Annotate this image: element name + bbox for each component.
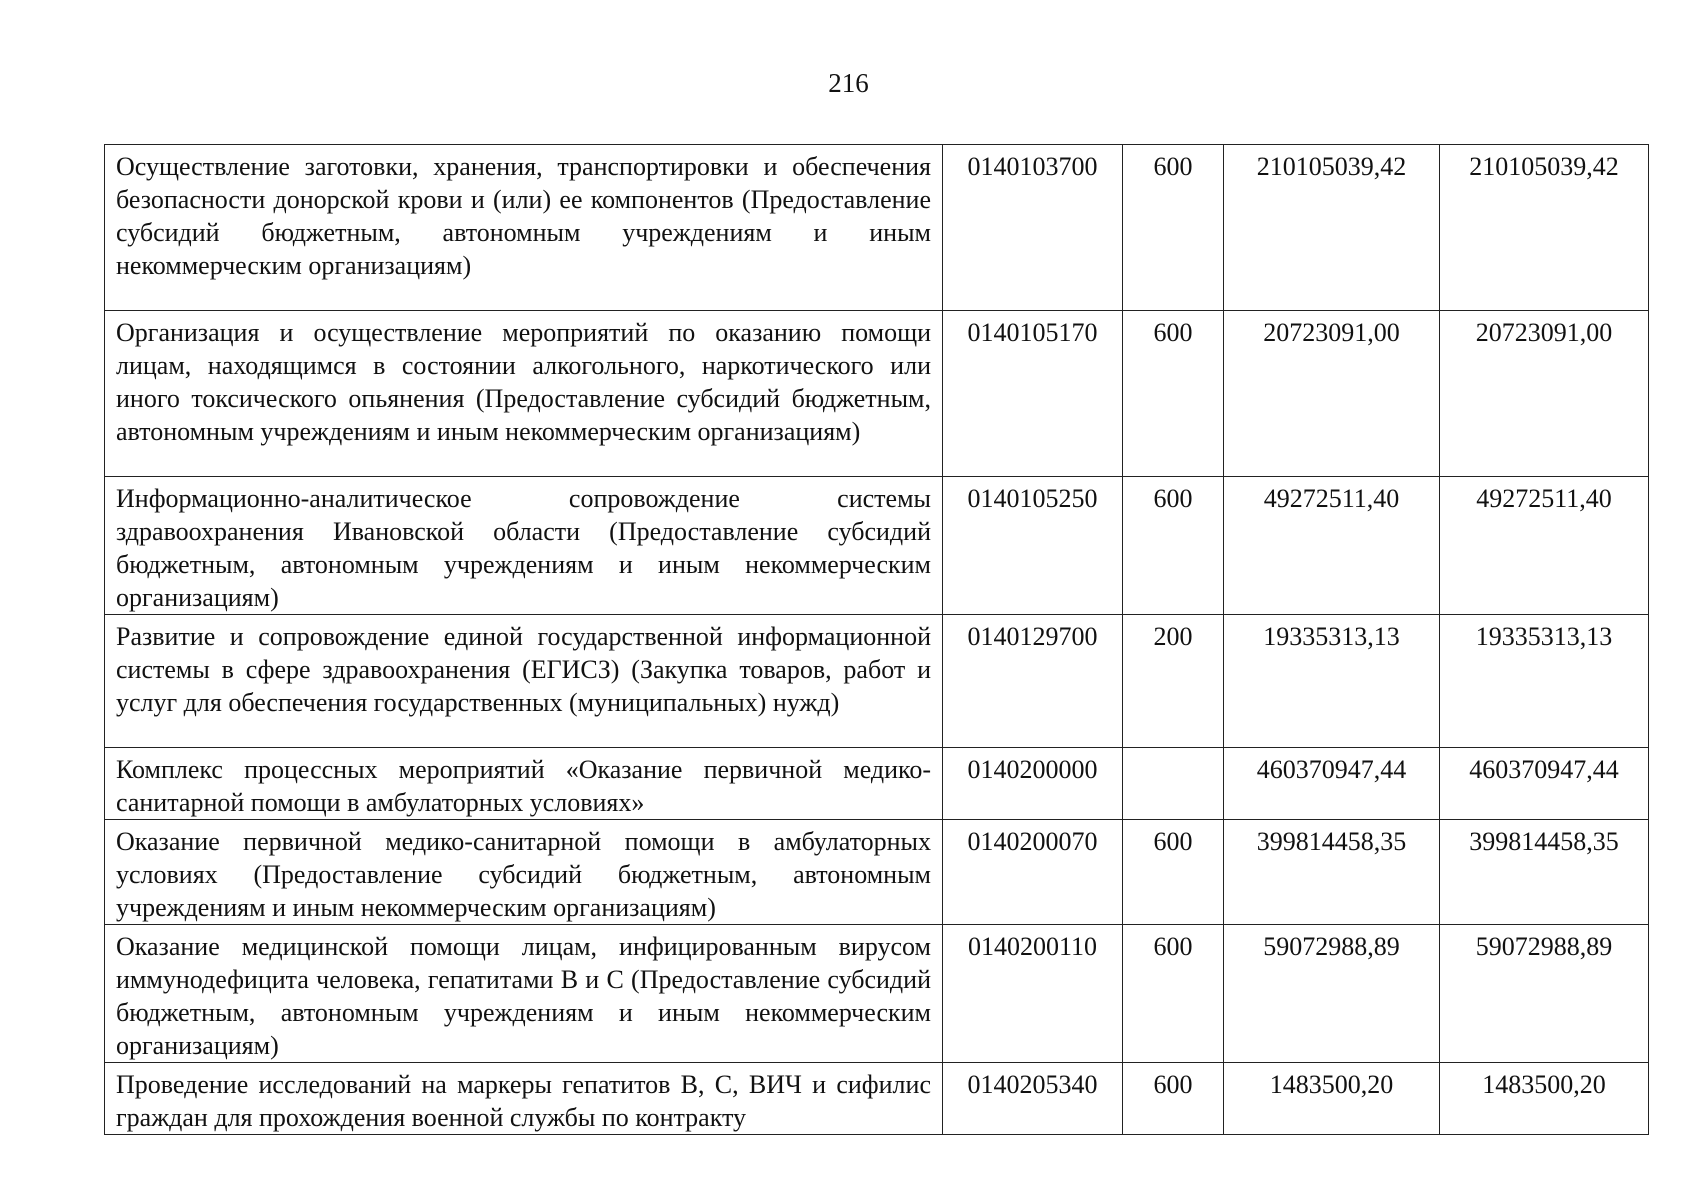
row-code: 0140200000 (943, 748, 1123, 820)
table-row (105, 145, 1649, 311)
row-code: 0140200070 (943, 820, 1123, 925)
table-row (105, 1063, 1649, 1135)
table-row (105, 477, 1649, 615)
row-code: 0140205340 (943, 1063, 1123, 1135)
table-row (105, 820, 1649, 925)
row-amount-2: 20723091,00 (1440, 311, 1649, 477)
row-expense-type: 200 (1123, 615, 1224, 748)
row-amount-1: 460370947,44 (1224, 748, 1440, 820)
row-amount-1: 59072988,89 (1224, 925, 1440, 1063)
row-amount-1: 210105039,42 (1224, 145, 1440, 311)
row-expense-type (1123, 748, 1224, 820)
row-amount-1: 399814458,35 (1224, 820, 1440, 925)
row-code: 0140105170 (943, 311, 1123, 477)
row-amount-2: 49272511,40 (1440, 477, 1649, 615)
row-expense-type: 600 (1123, 311, 1224, 477)
row-amount-2: 59072988,89 (1440, 925, 1649, 1063)
row-code: 0140103700 (943, 145, 1123, 311)
table-row (105, 311, 1649, 477)
row-expense-type: 600 (1123, 820, 1224, 925)
row-amount-1: 49272511,40 (1224, 477, 1440, 615)
row-amount-1: 1483500,20 (1224, 1063, 1440, 1135)
row-description: Осуществление заготовки, хранения, транспортировки и обеспечения безопасности донорской крови и (или) ее компонентов (Предоставление субсидий бюджетным, автономным учреждениям и иным некоммерческим организациям) (105, 145, 943, 311)
row-description: Проведение исследований на маркеры гепатитов B, C, ВИЧ и сифилис граждан для прохождения военной службы по контракту (105, 1063, 943, 1135)
row-expense-type: 600 (1123, 145, 1224, 311)
row-expense-type: 600 (1123, 477, 1224, 615)
table-row (105, 748, 1649, 820)
row-amount-1: 19335313,13 (1224, 615, 1440, 748)
row-code: 0140200110 (943, 925, 1123, 1063)
budget-table (104, 144, 1649, 1135)
row-description: Оказание первичной медико-санитарной помощи в амбулаторных условиях (Предоставление субсидий бюджетным, автономным учреждениям и иным некоммерческим организациям) (105, 820, 943, 925)
row-description: Развитие и сопровождение единой государственной информационной системы в сфере здравоохранения (ЕГИСЗ) (Закупка товаров, работ и услуг для обеспечения государственных (муниципальных) нужд) (105, 615, 943, 748)
table-row (105, 925, 1649, 1063)
row-description: Информационно-аналитическое сопровождение системы здравоохранения Ивановской области (Предоставление субсидий бюджетным, автономным учреждениям и иным некоммерческим организациям) (105, 477, 943, 615)
row-amount-2: 1483500,20 (1440, 1063, 1649, 1135)
row-amount-1: 20723091,00 (1224, 311, 1440, 477)
row-description: Комплекс процессных мероприятий «Оказание первичной медико-санитарной помощи в амбулаторных условиях» (105, 748, 943, 820)
row-code: 0140105250 (943, 477, 1123, 615)
table-row (105, 615, 1649, 748)
row-expense-type: 600 (1123, 925, 1224, 1063)
row-code: 0140129700 (943, 615, 1123, 748)
row-amount-2: 210105039,42 (1440, 145, 1649, 311)
row-description: Организация и осуществление мероприятий по оказанию помощи лицам, находящимся в состоянии алкогольного, наркотического или иного токсического опьянения (Предоставление субсидий бюджетным, автономным учреждениям и иным некоммерческим организациям) (105, 311, 943, 477)
row-amount-2: 19335313,13 (1440, 615, 1649, 748)
row-amount-2: 399814458,35 (1440, 820, 1649, 925)
row-expense-type: 600 (1123, 1063, 1224, 1135)
page-number: 216 (828, 68, 869, 98)
row-amount-2: 460370947,44 (1440, 748, 1649, 820)
row-description: Оказание медицинской помощи лицам, инфицированным вирусом иммунодефицита человека, гепатитами B и C (Предоставление субсидий бюджетным, автономным учреждениям и иным некоммерческим организациям) (105, 925, 943, 1063)
